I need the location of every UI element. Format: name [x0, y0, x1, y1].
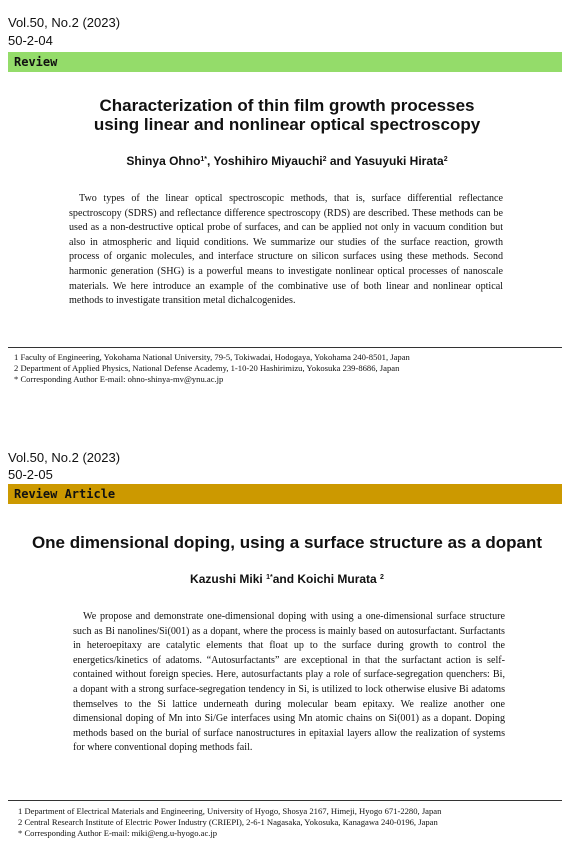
affiliation: 1 Faculty of Engineering, Yokohama National University, 79-5, Tokiwadai, Hodogaya, Yokohama 240-8501, Japan — [14, 352, 410, 362]
author-list — [0, 572, 574, 586]
author-name: Yasuyuki Hirata — [354, 154, 444, 168]
author-affiliation-mark: 2 — [443, 156, 448, 163]
author-affiliation-mark: 1* — [200, 156, 208, 163]
category-banner — [8, 484, 562, 504]
category-label: Review Article — [14, 487, 116, 501]
author-list — [0, 154, 574, 168]
author-affiliation-mark: 2 — [380, 574, 384, 581]
corresponding-author: * Corresponding Author E-mail: ohno-shinya-mv@ynu.ac.jp — [14, 374, 224, 384]
abstract: Two types of the linear optical spectroscopic methods, that is, surface differential reflectance spectroscopy (SDRS) and reflectance difference spectroscopy (RDS) are described. These methods can be used as a non-destructive optical probe of surfaces, and can be applied not only in vacuum condition but also in atmospheric and liquid conditions. We summarize our studies of the surface reaction, growth process of organic molecules, and interface structure on silicon surfaces using these methods. Second harmonic generation (SHG) is a powerful means to investigate nonlinear optical processes of nanoscale materials. We here introduce an example of the combinative use of both linear and nonlinear optical methods to investigate transition metal dichalcogenides. — [69, 193, 503, 307]
affiliation: 1 Department of Electrical Materials and Engineering, University of Hyogo, Shosya 2167, Himeji, Hyogo 671-2280, Japan — [18, 806, 442, 816]
article-title — [0, 533, 574, 552]
author-name: Koichi Murata — [297, 572, 381, 586]
article-id: 50-2-05 — [8, 467, 53, 482]
affiliation: 2 Department of Applied Physics, National Defense Academy, 1-10-20 Hashirimizu, Yokosuka 239-8686, Japan — [14, 363, 400, 373]
author-affiliation-mark: 2 — [322, 156, 327, 163]
author-name: Shinya Ohno — [126, 154, 201, 168]
category-label: Review — [14, 55, 58, 69]
author-separator: , — [207, 154, 214, 168]
title-line: Characterization of thin film growth processes — [99, 96, 475, 115]
category-banner — [8, 52, 562, 72]
author-separator: and — [272, 572, 298, 586]
author-name: Kazushi Miki — [190, 572, 267, 586]
affiliation: 2 Central Research Institute of Electric Power Industry (CRIEPI), 2-6-1 Nagasaka, Yokosuka, Kanagawa 240-0196, Japan — [18, 817, 438, 827]
title-line: One dimensional doping, using a surface structure as a dopant — [31, 533, 543, 552]
article-title — [0, 96, 574, 134]
title-line: using linear and nonlinear optical spectroscopy — [93, 115, 481, 134]
footnote-divider — [8, 800, 562, 801]
author-separator: and — [326, 154, 355, 168]
volume-label: Vol.50, No.2 (2023) — [8, 15, 121, 30]
footnote-divider — [8, 347, 562, 348]
abstract: We propose and demonstrate one-dimensional doping with using a one-dimensional surface structure such as Bi nanolines/Si(001) as a dopant, where the process is mainly based on autosurfactant. Surfactants in heteroepitaxy are catalytic elements that float up to the surface during growth to control the energetics/kinetics of adatoms. “Autosurfactants” are exceptional in that the surfactant action is self-contained without foreign species. Here, autosurfactants play a role of surface-segregation quenchers: Bi, a dopant with a strong surface-segregation tendency in Si, is utilized to lock otherwise elusive Bi adatoms themselves to the Si lattice underneath during molecular beam epitaxy. We realize another one dimensional doping of Mn into Si/Ge interfaces using Mn atomic chains on Si(001) as a dopant. Doping methods based on the burial of surface nanostructures in epitaxial layers allow the realization of systems for where conventional doping methods fail. — [73, 611, 505, 754]
volume-label: Vol.50, No.2 (2023) — [8, 450, 121, 465]
author-name: Yoshihiro Miyauchi — [213, 154, 323, 168]
article-id: 50-2-04 — [8, 33, 53, 48]
author-affiliation-mark: 1* — [266, 574, 273, 581]
corresponding-author: * Corresponding Author E-mail: miki@eng.u-hyogo.ac.jp — [18, 828, 218, 838]
